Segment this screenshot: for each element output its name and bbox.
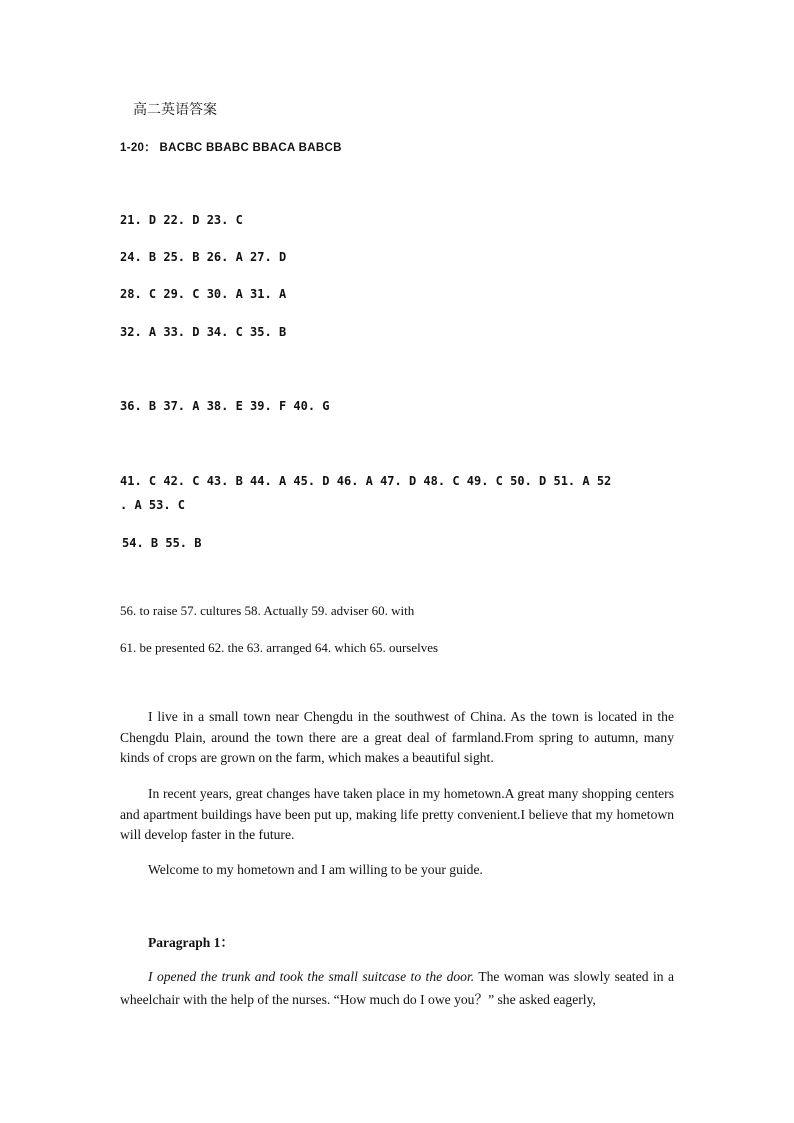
reading-row: 32. A 33. D 34. C 35. B — [120, 325, 287, 339]
continuation-italic-start: I opened the trunk and took the small suitcase to the door. — [148, 969, 475, 984]
reading-row: 21. D 22. D 23. C — [120, 213, 243, 227]
cloze-answers-line: . A 53. C — [120, 498, 186, 512]
reading-row: 24. B 25. B 26. A 27. D — [120, 250, 287, 264]
seven-choice-answers: 36. B 37. A 38. E 39. F 40. G — [120, 399, 330, 413]
continuation-text: The woman was slowly seated in a wheelchair with the help of the nurses. “How much do I owe you？” she asked eagerly, — [120, 969, 674, 1007]
grammar-answers-line: 61. be presented 62. the 63. arranged 64. which 65. ourselves — [120, 640, 439, 655]
essay-paragraph: In recent years, great changes have taken place in my hometown.A great many shopping centers and apartment buildings have been put up, making life pretty convenient.I believe that my hometown will develop faster in the future. — [120, 786, 674, 842]
continuation-heading: Paragraph 1： — [148, 935, 234, 950]
cloze-answers-line: 41. C 42. C 43. B 44. A 45. D 46. A 47. D 48. C 49. C 50. D 51. A 52 — [120, 474, 612, 488]
essay-paragraph: I live in a small town near Chengdu in the southwest of China. As the town is located in the Chengdu Plain, around the town there are a great deal of farmland.From spring to autumn, many kinds of crops are grown on the farm, which makes a beautiful sight. — [120, 709, 674, 765]
continuation-paragraph — [120, 965, 674, 1011]
grammar-answers-line: 56. to raise 57. cultures 58. Actually 59. adviser 60. with — [120, 603, 415, 618]
essay-paragraph: Welcome to my hometown and I am willing to be your guide. — [148, 862, 483, 877]
reading-row: 28. C 29. C 30. A 31. A — [120, 287, 287, 301]
cloze-answers-line: 54. B 55. B — [122, 536, 202, 550]
answers-1-20: 1-20： BACBC BBABC BBACA BABCB — [120, 142, 342, 154]
page-title: 高二英语答案 — [133, 102, 217, 118]
